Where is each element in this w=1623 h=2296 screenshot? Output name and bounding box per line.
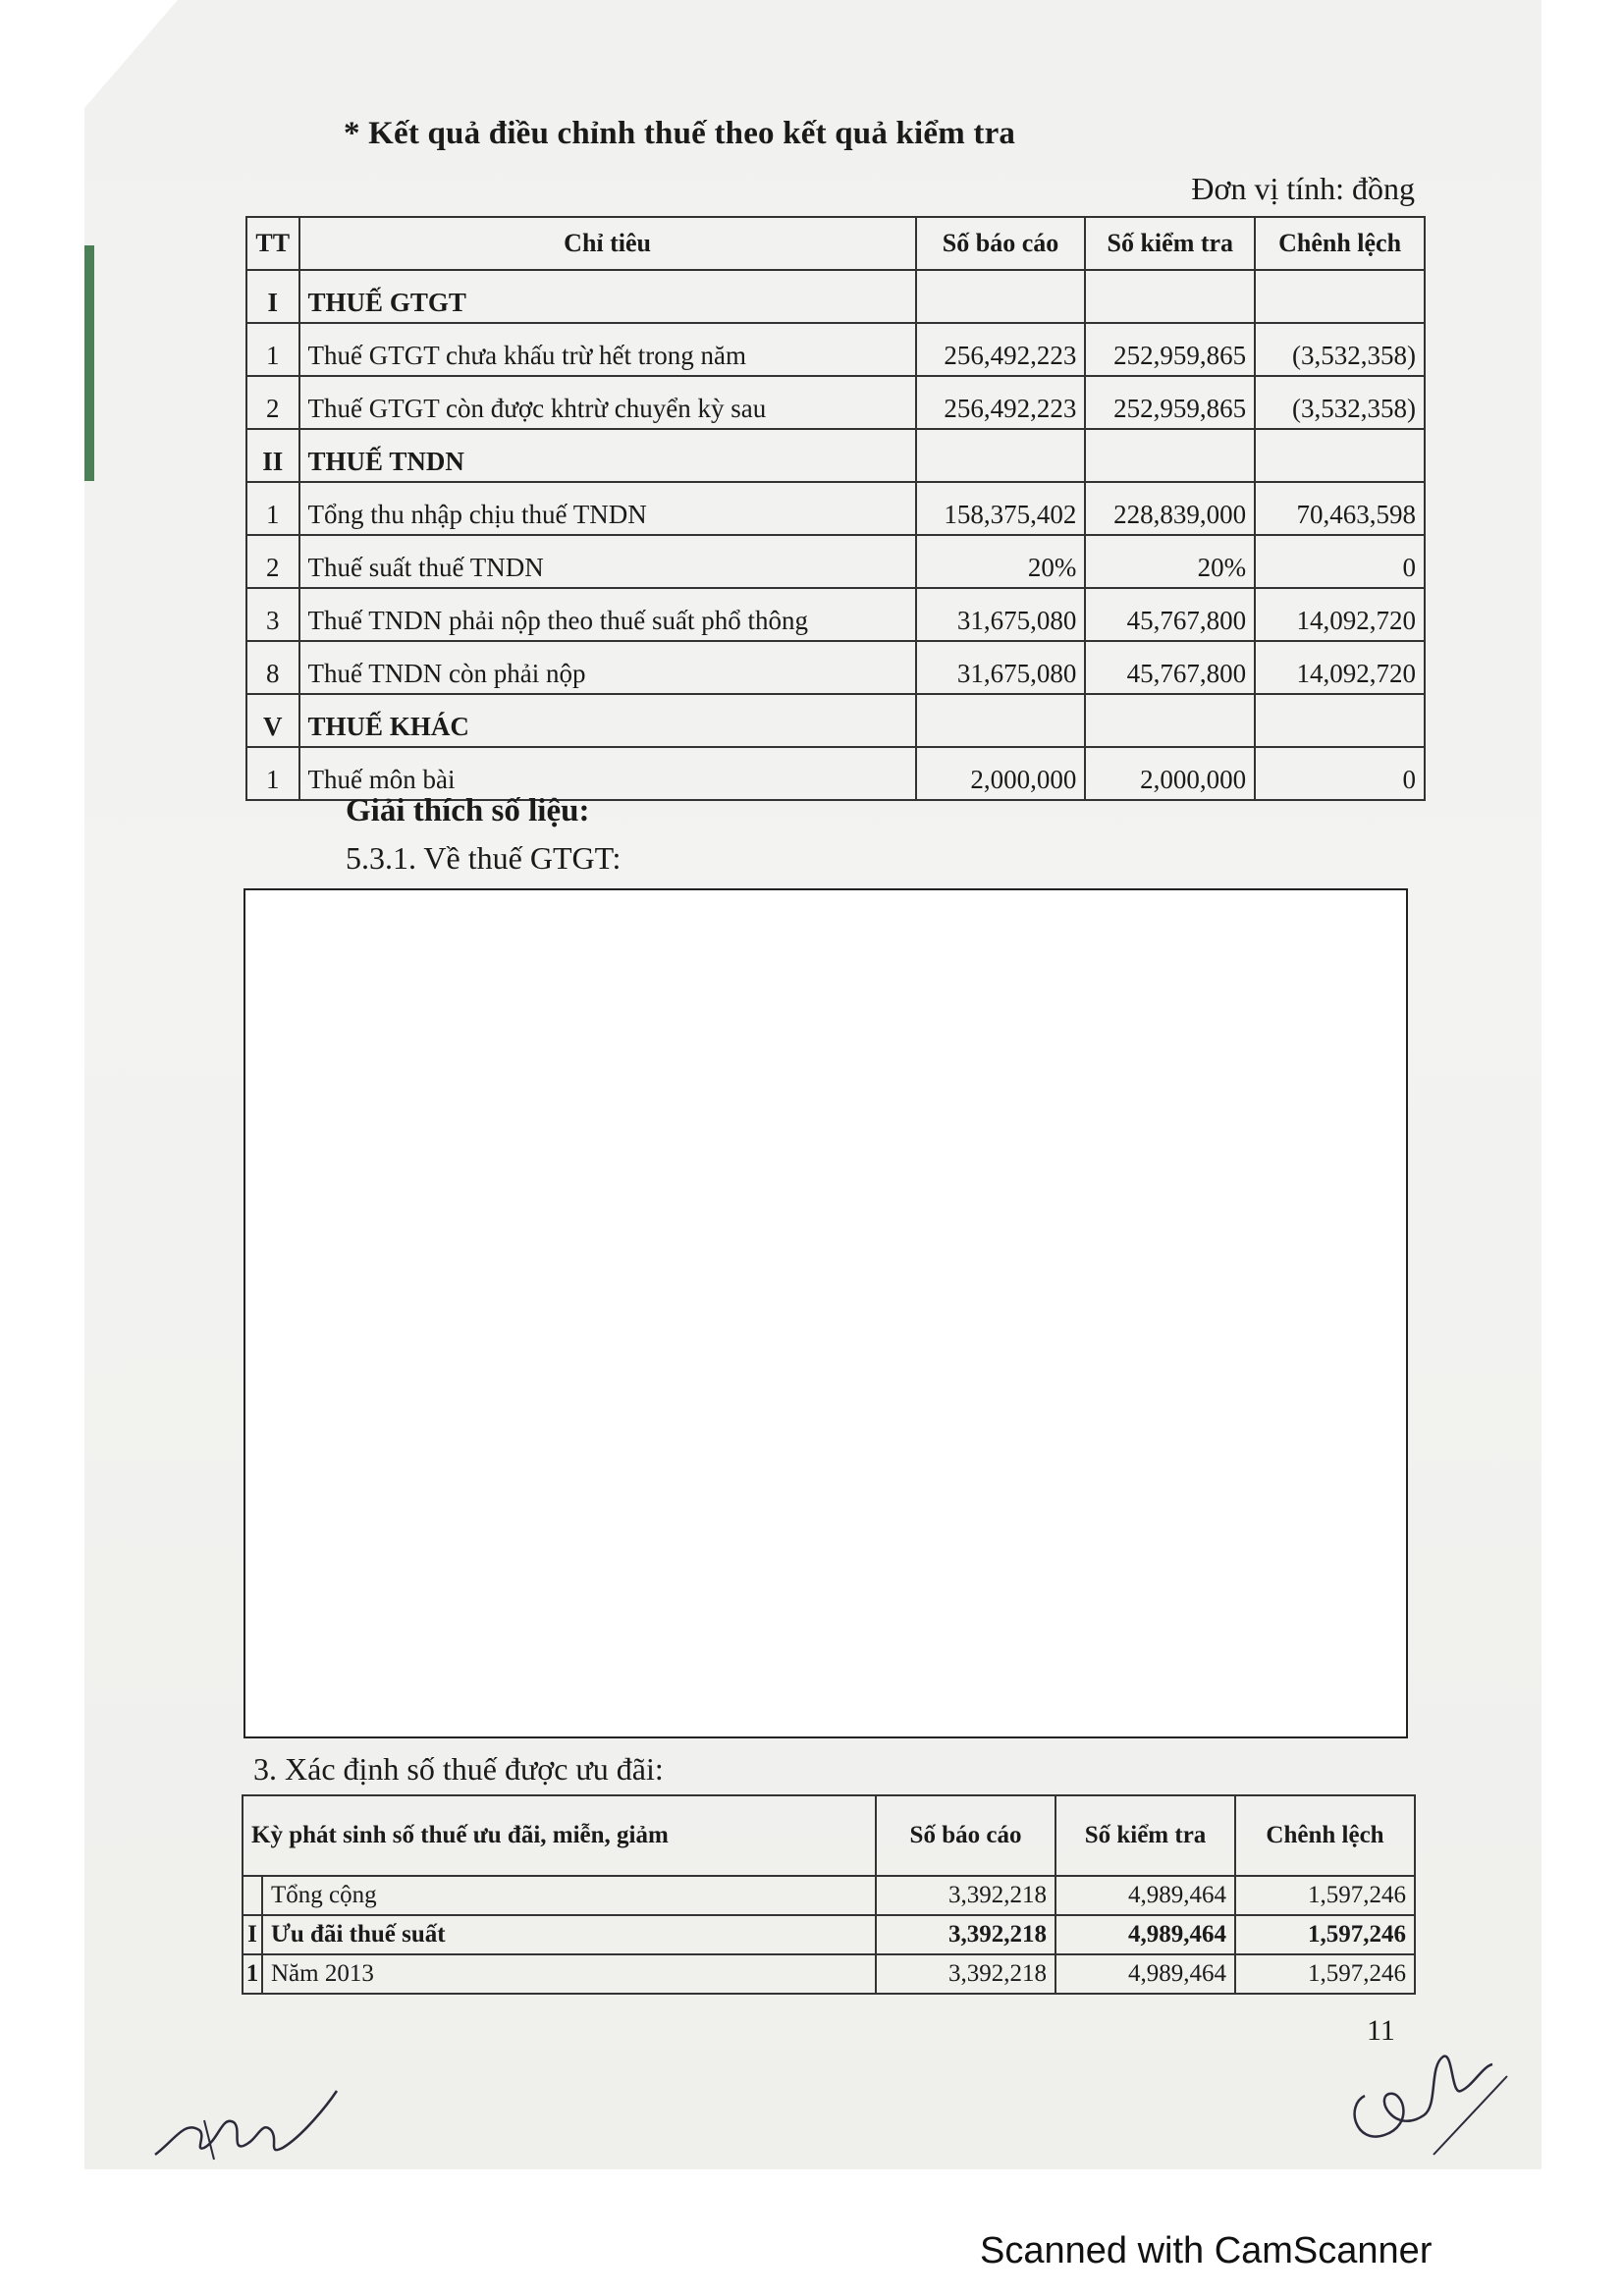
row-period: Ưu đãi thuế suất [262,1915,876,1954]
table-row [246,588,1425,641]
page-margin [0,0,84,2169]
table-row [246,535,1425,588]
incentive-section-heading: 3. Xác định số thuế được ưu đãi: [253,1751,664,1787]
left-signature [145,2061,342,2169]
row-number [243,1876,262,1915]
row-indicator: Thuế GTGT chưa khấu trừ hết trong năm [299,323,916,376]
row-reported: 256,492,223 [916,323,1086,376]
row-checked: 2,000,000 [1085,747,1255,800]
header-checked: Số kiểm tra [1055,1795,1235,1876]
row-checked [1085,694,1255,747]
header-checked: Số kiểm tra [1085,217,1255,270]
row-checked: 45,767,800 [1085,641,1255,694]
row-number: 2 [246,535,299,588]
row-indicator: Thuế GTGT còn được khtrừ chuyển kỳ sau [299,376,916,429]
row-indicator: THUẾ KHÁC [299,694,916,747]
row-reported [916,694,1086,747]
header-indicator: Chỉ tiêu [299,217,916,270]
row-indicator: THUẾ GTGT [299,270,916,323]
row-checked: 45,767,800 [1085,588,1255,641]
row-number: 3 [246,588,299,641]
row-number: 1 [246,482,299,535]
explanation-heading: Giải thích số liệu: [346,793,590,828]
scanner-watermark: Scanned with CamScanner [980,2230,1433,2271]
row-reported: 31,675,080 [916,641,1086,694]
row-checked [1085,429,1255,482]
row-reported: 20% [916,535,1086,588]
row-checked: 20% [1085,535,1255,588]
row-reported: 3,392,218 [876,1876,1055,1915]
table-row [243,1954,1415,1994]
tax-adjustment-table [245,216,1426,801]
row-indicator: Tổng thu nhập chịu thuế TNDN [299,482,916,535]
row-indicator: THUẾ TNDN [299,429,916,482]
row-difference: 70,463,598 [1255,482,1425,535]
row-reported: 3,392,218 [876,1915,1055,1954]
table-row [246,376,1425,429]
row-checked: 4,989,464 [1055,1876,1235,1915]
unit-label: Đơn vị tính: đồng [1191,171,1415,206]
row-number: 8 [246,641,299,694]
row-difference: 14,092,720 [1255,588,1425,641]
vat-subsection-heading: 5.3.1. Về thuế GTGT: [346,840,622,876]
header-difference: Chênh lệch [1255,217,1425,270]
section-row [246,270,1425,323]
table-row [246,747,1425,800]
row-indicator: Thuế TNDN còn phải nộp [299,641,916,694]
row-difference [1255,270,1425,323]
row-number: 1 [243,1954,262,1994]
row-reported [916,429,1086,482]
row-checked: 4,989,464 [1055,1954,1235,1994]
row-difference [1255,694,1425,747]
header-reported: Số báo cáo [876,1795,1055,1876]
section-row [246,429,1425,482]
table-row [246,482,1425,535]
row-difference: 14,092,720 [1255,641,1425,694]
header-period: Kỳ phát sinh số thuế ưu đãi, miễn, giảm [243,1795,876,1876]
section-row [246,694,1425,747]
row-period: Năm 2013 [262,1954,876,1994]
row-reported: 256,492,223 [916,376,1086,429]
row-reported: 2,000,000 [916,747,1086,800]
row-reported [916,270,1086,323]
row-difference: (3,532,358) [1255,323,1425,376]
table-header-row [246,217,1425,270]
row-checked: 252,959,865 [1085,376,1255,429]
tax-incentive-table [242,1794,1416,1995]
folded-corner [84,0,178,108]
table-row [243,1876,1415,1915]
redacted-area [243,888,1408,1738]
table-row [246,641,1425,694]
row-difference: 0 [1255,747,1425,800]
header-reported: Số báo cáo [916,217,1086,270]
row-number: II [246,429,299,482]
row-number: I [246,270,299,323]
row-difference: 1,597,246 [1235,1915,1415,1954]
row-checked: 4,989,464 [1055,1915,1235,1954]
row-checked [1085,270,1255,323]
page-number: 11 [1367,2014,1395,2047]
table-row [243,1915,1415,1954]
row-period: Tổng cộng [262,1876,876,1915]
row-indicator: Thuế TNDN phải nộp theo thuế suất phổ thông [299,588,916,641]
row-difference: 1,597,246 [1235,1876,1415,1915]
section-title: * Kết quả điều chỉnh thuế theo kết quả kiểm tra [344,116,1016,151]
row-number: V [246,694,299,747]
row-difference [1255,429,1425,482]
table-row [246,323,1425,376]
header-difference: Chênh lệch [1235,1795,1415,1876]
row-reported: 158,375,402 [916,482,1086,535]
row-number: I [243,1915,262,1954]
row-checked: 228,839,000 [1085,482,1255,535]
row-difference: 1,597,246 [1235,1954,1415,1994]
table-header-row [243,1795,1415,1876]
row-difference: 0 [1255,535,1425,588]
row-difference: (3,532,358) [1255,376,1425,429]
row-number: 1 [246,323,299,376]
row-number: 2 [246,376,299,429]
binding-strip [84,245,94,481]
row-reported: 3,392,218 [876,1954,1055,1994]
row-number: 1 [246,747,299,800]
right-signature [1345,2037,1512,2169]
row-indicator: Thuế môn bài [299,747,916,800]
header-tt: TT [246,217,299,270]
row-checked: 252,959,865 [1085,323,1255,376]
row-indicator: Thuế suất thuế TNDN [299,535,916,588]
row-reported: 31,675,080 [916,588,1086,641]
